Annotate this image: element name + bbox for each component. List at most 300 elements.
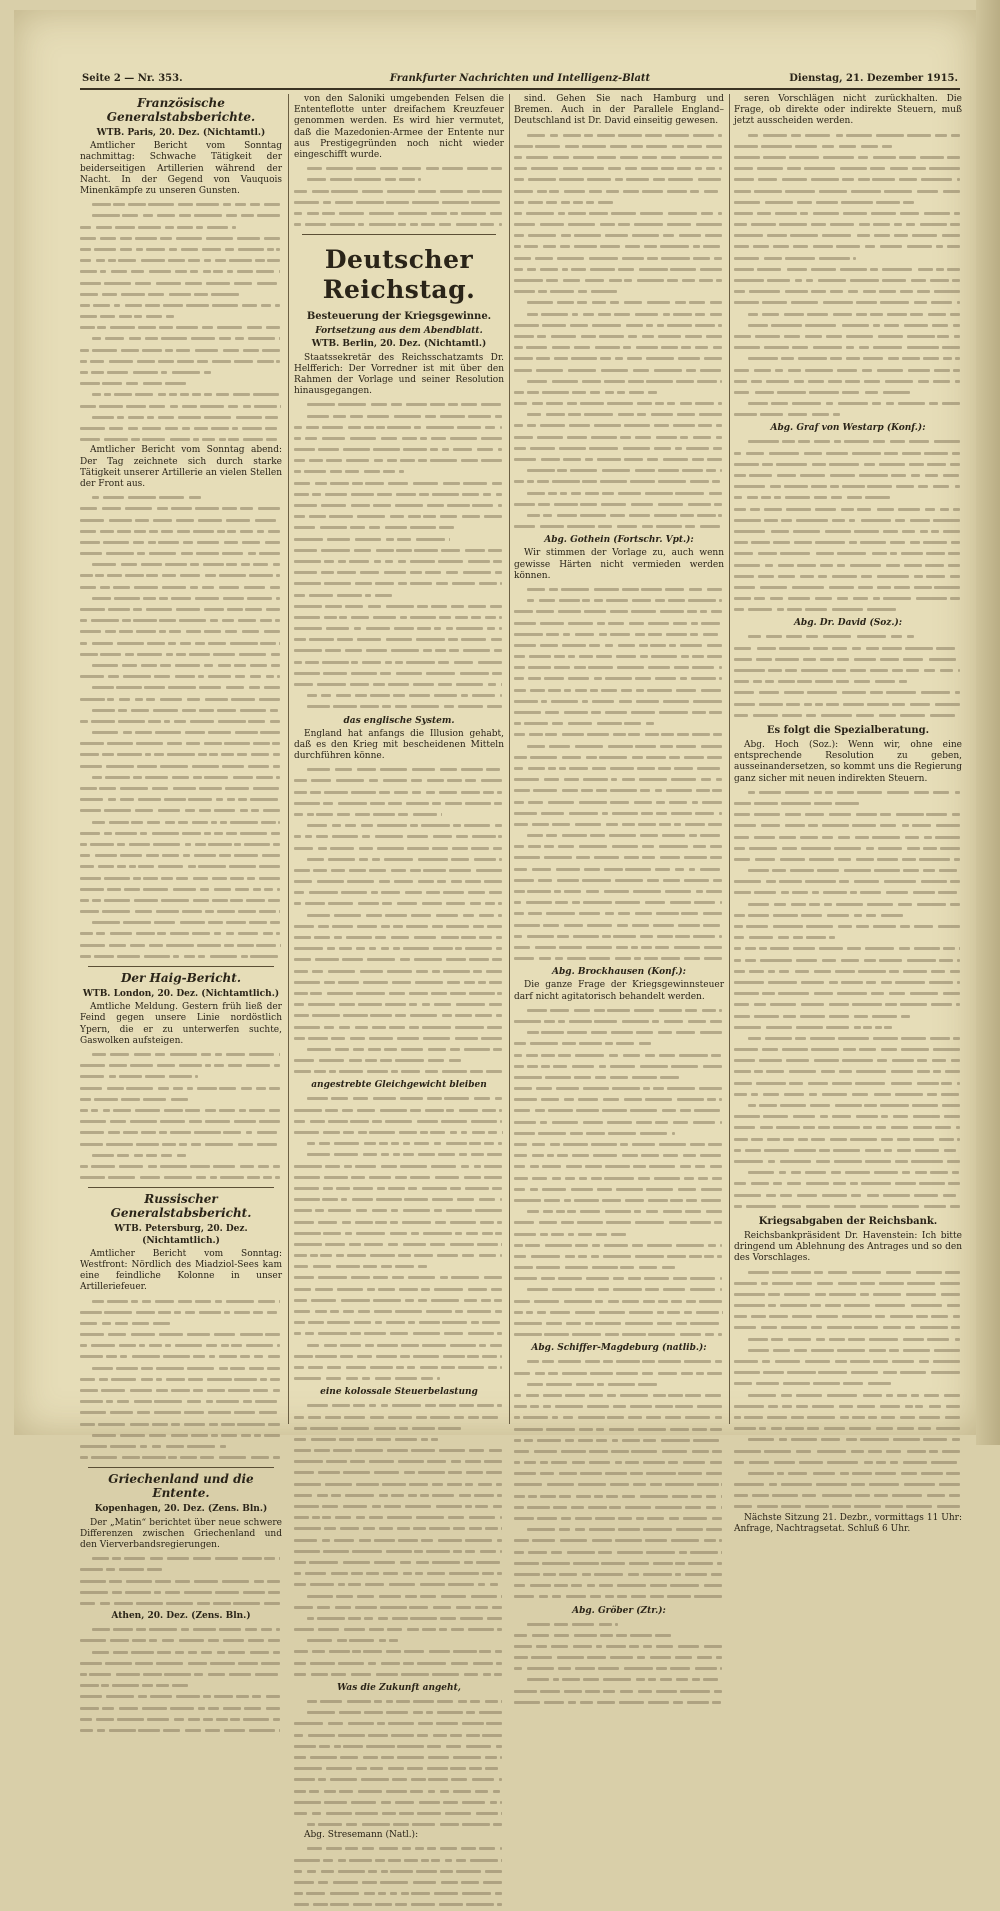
text-line [514, 432, 724, 443]
text-line [80, 515, 282, 526]
text-line [734, 820, 962, 831]
text-line [294, 1479, 504, 1490]
text-line [80, 548, 282, 559]
text-line [294, 1646, 504, 1657]
text-line [294, 1055, 504, 1066]
text-line [80, 1150, 282, 1161]
text-line [734, 1190, 962, 1201]
text-line [80, 951, 282, 962]
text-line [734, 1066, 962, 1077]
text-line [80, 1060, 282, 1071]
text-line [294, 567, 504, 578]
text-line [80, 861, 282, 872]
text-line [294, 578, 504, 589]
text-line [734, 1089, 962, 1100]
text-line [294, 1579, 504, 1590]
text-line [80, 638, 282, 649]
text-line [80, 839, 282, 850]
text-line [514, 264, 724, 275]
text-line [514, 387, 724, 398]
text-line [80, 604, 282, 615]
text-line [734, 1300, 962, 1311]
text-line [514, 1547, 724, 1558]
text-line [294, 219, 504, 230]
text-line [734, 230, 962, 241]
text-line [294, 1490, 504, 1501]
text-line [514, 651, 724, 662]
text-line [294, 910, 504, 921]
text-line [514, 1128, 724, 1139]
text-line [294, 1888, 504, 1899]
closing-note: Nächste Sitzung 21. Dezbr., vormittags 11 Uhr: Anfrage, Nachtragsetat. Schluß 6 Uhr. [734, 1512, 962, 1534]
text-line [294, 1362, 504, 1373]
speaker-heading: Abg. Schiffer-Magdeburg (natlib.): [531, 1343, 707, 1354]
text-line [80, 412, 282, 423]
text-line [514, 696, 724, 707]
text-line [734, 141, 962, 152]
text-line [514, 1027, 724, 1038]
text-line [734, 1100, 962, 1111]
section-heading: das englische System. [343, 715, 455, 726]
text-line [514, 476, 724, 487]
text-line [734, 854, 962, 865]
text-line [294, 1877, 504, 1888]
text-line [80, 682, 282, 693]
text-line [80, 1598, 282, 1609]
text-line [294, 1033, 504, 1044]
text-line [294, 1752, 504, 1763]
divider [88, 1467, 274, 1468]
text-line [294, 1602, 504, 1613]
text-line [294, 433, 504, 444]
text-line [294, 422, 504, 433]
text-line [514, 1229, 724, 1240]
speaker-heading: Abg. Graf von Westarp (Konf.): [770, 423, 926, 434]
headline-reichstag: Deutscher Reichstag. [322, 245, 476, 305]
text-line [734, 1378, 962, 1389]
text-line [80, 694, 282, 705]
text-line [80, 873, 282, 884]
text-line [734, 798, 962, 809]
text-line [80, 749, 282, 760]
text-line [80, 1105, 282, 1116]
text-line [514, 1686, 724, 1697]
newspaper-masthead: Frankfurter Nachrichten und Intelligenz-Blatt [389, 73, 651, 84]
text-line [734, 643, 962, 654]
text-line [80, 940, 282, 951]
text-line [734, 932, 962, 943]
text-line [514, 1368, 724, 1379]
text-line [734, 999, 962, 1010]
text-line [734, 582, 962, 593]
text-line [514, 1663, 724, 1674]
text-line [734, 470, 962, 481]
column-rule [288, 94, 289, 1424]
text-lines [80, 492, 282, 962]
text-line [514, 365, 724, 376]
text-line [294, 1105, 504, 1116]
text-line [514, 785, 724, 796]
text-line [80, 1658, 282, 1669]
text-line [294, 174, 504, 185]
text-line [734, 208, 962, 219]
text-line [734, 241, 962, 252]
text-lines [80, 199, 282, 445]
text-line [734, 174, 962, 185]
text-lines [514, 1619, 724, 1709]
article-paragraph: Amtlicher Bericht vom Sonntag nachmittag: Schwache Tätigkeit der beiderseitigen Artillerien während der Nacht. In der Gegend von Vauquois Minenkämpfe zu unseren Gunsten. [80, 141, 282, 197]
text-line [514, 1630, 724, 1641]
text-line [80, 1385, 282, 1396]
article-paragraph: Amtlicher Bericht vom Sonntag: Westfront: Nördlich des Miadziol-Sees kam eine feindliche Kolonne in unser Artilleriefeuer. [80, 1248, 282, 1293]
text-line [294, 977, 504, 988]
dateline: WTB. Petersburg, 20. Dez. (Nichtamtlich.) [114, 1224, 248, 1246]
text-line [80, 1139, 282, 1150]
text-line [514, 830, 724, 841]
text-line [80, 278, 282, 289]
issue-date: Dienstag, 21. Dezember 1915. [789, 73, 958, 84]
text-line [80, 356, 282, 367]
text-line [514, 640, 724, 651]
text-line [734, 1322, 962, 1333]
text-line [734, 504, 962, 515]
text-line [734, 1311, 962, 1322]
text-line [514, 1150, 724, 1161]
text-line [734, 921, 962, 932]
text-line [294, 1261, 504, 1272]
text-line [294, 623, 504, 634]
text-line [514, 1558, 724, 1569]
text-lines [294, 1400, 504, 1680]
text-line [514, 1424, 724, 1435]
text-line [514, 174, 724, 185]
text-line [514, 707, 724, 718]
text-line [80, 503, 282, 514]
text-line [734, 387, 962, 398]
text-line [514, 852, 724, 863]
text-line [734, 264, 962, 275]
text-line [294, 999, 504, 1010]
text-line [514, 230, 724, 241]
text-line [80, 333, 282, 344]
text-line [514, 1061, 724, 1072]
text-line [294, 1044, 504, 1055]
text-line [514, 595, 724, 606]
section-heading: angestrebte Gleichgewicht bleiben [311, 1080, 487, 1091]
text-line [734, 865, 962, 876]
text-line [734, 1289, 962, 1300]
text-line [514, 1240, 724, 1251]
text-line [294, 679, 504, 690]
text-line [514, 1457, 724, 1468]
text-line [80, 626, 282, 637]
text-line [734, 843, 962, 854]
text-line [514, 420, 724, 431]
text-line [80, 1296, 282, 1307]
text-line [80, 300, 282, 311]
text-line [734, 1345, 962, 1356]
text-line [294, 634, 504, 645]
text-line [734, 955, 962, 966]
text-line [514, 1262, 724, 1273]
text-line [294, 1797, 504, 1808]
text-line [294, 943, 504, 954]
text-line [514, 1446, 724, 1457]
text-line [80, 1116, 282, 1127]
subheadline: Besteuerung der Kriegsgewinne. [306, 311, 492, 323]
text-line [294, 668, 504, 679]
article-paragraph: England hat anfangs die Illusion gehabt, daß es den Krieg mit bescheidenen Mitteln durchführen könne. [294, 728, 504, 762]
text-line [80, 1340, 282, 1351]
text-lines [734, 130, 962, 421]
text-line [294, 1228, 504, 1239]
text-line [294, 865, 504, 876]
text-line [294, 798, 504, 809]
text-line [80, 1374, 282, 1385]
text-lines [734, 631, 962, 721]
text-line [80, 210, 282, 221]
text-line [294, 1843, 504, 1854]
text-line [294, 1340, 504, 1351]
text-line [514, 1412, 724, 1423]
text-line [734, 481, 962, 492]
text-line [80, 660, 282, 671]
text-line [734, 1390, 962, 1401]
text-line [734, 1122, 962, 1133]
text-line [734, 887, 962, 898]
text-line [294, 444, 504, 455]
text-line [514, 309, 724, 320]
text-lines [294, 1093, 504, 1384]
text-lines [514, 1005, 724, 1341]
text-line [294, 1400, 504, 1411]
text-line [734, 515, 962, 526]
text-line [734, 320, 962, 331]
text-line [734, 832, 962, 843]
text-lines [734, 787, 962, 1212]
text-line [294, 1194, 504, 1205]
text-line [734, 1401, 962, 1412]
text-line [734, 130, 962, 141]
text-line [514, 1318, 724, 1329]
dateline: WTB. Paris, 20. Dez. (Nichtamtl.) [96, 128, 266, 138]
text-line [294, 411, 504, 422]
text-line [514, 1284, 724, 1295]
speaker-heading: Abg. Gothein (Fortschr. Vpt.): [544, 535, 694, 546]
text-line [734, 1367, 962, 1378]
text-line [514, 1083, 724, 1094]
text-line [734, 1468, 962, 1479]
text-line [514, 465, 724, 476]
text-line [734, 1501, 962, 1512]
text-line [80, 378, 282, 389]
text-line [514, 521, 724, 532]
text-line [734, 1412, 962, 1423]
text-line [80, 928, 282, 939]
column-1 [80, 94, 282, 1622]
text-line [514, 662, 724, 673]
dateline: WTB. Berlin, 20. Dez. (Nichtamtl.) [311, 339, 487, 350]
text-line [734, 1356, 962, 1367]
text-line [514, 331, 724, 342]
dateline: Athen, 20. Dez. (Zens. Bln.) [111, 1611, 251, 1622]
text-line [294, 1546, 504, 1557]
text-line [80, 255, 282, 266]
article-paragraph: sind. Gehen Sie nach Hamburg und Bremen. Auch in der Parallele England–Deutschland ist Dr. David einseitig gewesen. [514, 94, 724, 127]
text-line [514, 1591, 724, 1602]
text-line [294, 1635, 504, 1646]
text-line [294, 1808, 504, 1819]
text-line [80, 1635, 282, 1646]
text-line [80, 582, 282, 593]
text-lines [514, 1356, 724, 1602]
text-line [80, 423, 282, 434]
section-heading: Kriegsabgaben der Reichsbank. [758, 1215, 938, 1227]
text-line [514, 606, 724, 617]
text-line [294, 843, 504, 854]
text-line [514, 320, 724, 331]
text-line [734, 1033, 962, 1044]
text-line [734, 376, 962, 387]
text-line [294, 197, 504, 208]
text-line [514, 1173, 724, 1184]
text-line [734, 899, 962, 910]
text-line [294, 1535, 504, 1546]
text-line [514, 1641, 724, 1652]
text-line [734, 448, 962, 459]
text-line [80, 289, 282, 300]
text-line [514, 763, 724, 774]
text-line [514, 942, 724, 953]
text-line [80, 1452, 282, 1463]
text-line [80, 322, 282, 333]
text-line [294, 1010, 504, 1021]
text-line [734, 571, 962, 582]
text-line [80, 917, 282, 928]
text-line [294, 1557, 504, 1568]
text-line [80, 1553, 282, 1564]
text-line [734, 1334, 962, 1345]
text-line [514, 241, 724, 252]
text-line [514, 1513, 724, 1524]
text-line [294, 1696, 504, 1707]
text-line [294, 1591, 504, 1602]
text-line [514, 1329, 724, 1340]
text-line [734, 353, 962, 364]
text-line [514, 1674, 724, 1685]
text-lines [80, 1624, 282, 1736]
text-line [294, 1183, 504, 1194]
text-line [294, 1317, 504, 1328]
text-line [514, 163, 724, 174]
speaker-heading: Abg. Brockhausen (Konf.): [552, 967, 686, 978]
text-line [294, 690, 504, 701]
text-line [734, 676, 962, 687]
text-line [514, 409, 724, 420]
page-number: Seite 2 — Nr. 353. [82, 73, 183, 84]
headline-french-report: Französische Generalstabsberichte. [106, 96, 256, 124]
column-3 [514, 94, 724, 1616]
text-line [294, 1093, 504, 1104]
text-line [734, 593, 962, 604]
text-line [514, 673, 724, 684]
section-heading: Es folgt die Spezialberatung. [766, 724, 930, 736]
text-line [734, 560, 962, 571]
text-line [294, 1658, 504, 1669]
text-line [80, 570, 282, 581]
text-line [734, 1201, 962, 1212]
text-line [80, 1049, 282, 1060]
text-line [80, 1363, 282, 1374]
text-line [80, 526, 282, 537]
text-line [294, 764, 504, 775]
text-line [734, 699, 962, 710]
headline-russian-report: Russischer Generalstabsbericht. [110, 1192, 252, 1221]
divider [88, 966, 274, 967]
text-line [294, 186, 504, 197]
text-line [514, 1619, 724, 1630]
text-line [514, 1401, 724, 1412]
text-line [80, 199, 282, 210]
column-2 [294, 94, 504, 1841]
text-line [80, 783, 282, 794]
text-line [514, 864, 724, 875]
text-line [80, 671, 282, 682]
text-line [80, 884, 282, 895]
speaker-heading: Abg. Dr. David (Soz.): [793, 618, 903, 629]
text-line [514, 454, 724, 465]
text-line [294, 466, 504, 477]
text-line [294, 921, 504, 932]
text-line [294, 1284, 504, 1295]
text-line [80, 266, 282, 277]
text-line [734, 787, 962, 798]
text-line [514, 931, 724, 942]
text-line [80, 492, 282, 503]
text-line [514, 1435, 724, 1446]
text-lines [734, 436, 962, 615]
text-line [734, 459, 962, 470]
text-line [294, 534, 504, 545]
text-line [294, 478, 504, 489]
dateline: WTB. London, 20. Dez. (Nichtamtlich.) [82, 989, 280, 1000]
article-paragraph: Reichsbankpräsident Dr. Havenstein: Ich bitte dringend um Ablehnung des Antrages und so den des Vorschlages. [734, 1230, 962, 1264]
text-line [514, 1652, 724, 1663]
text-line [80, 649, 282, 660]
text-line [294, 601, 504, 612]
text-line [80, 738, 282, 749]
text-lines [294, 163, 504, 230]
text-line [734, 1457, 962, 1468]
text-line [734, 1022, 962, 1033]
speaker-heading: Abg. Gröber (Ztr.): [572, 1605, 666, 1616]
text-line [514, 886, 724, 897]
text-line [80, 1714, 282, 1725]
text-line [734, 186, 962, 197]
text-line [514, 1195, 724, 1206]
text-line [80, 434, 282, 445]
text-line [80, 906, 282, 917]
text-line [514, 286, 724, 297]
text-line [734, 342, 962, 353]
text-line [514, 718, 724, 729]
text-line [514, 1005, 724, 1016]
text-line [80, 367, 282, 378]
text-lines [734, 1267, 962, 1513]
text-line [80, 244, 282, 255]
text-line [80, 1407, 282, 1418]
text-line [294, 1412, 504, 1423]
